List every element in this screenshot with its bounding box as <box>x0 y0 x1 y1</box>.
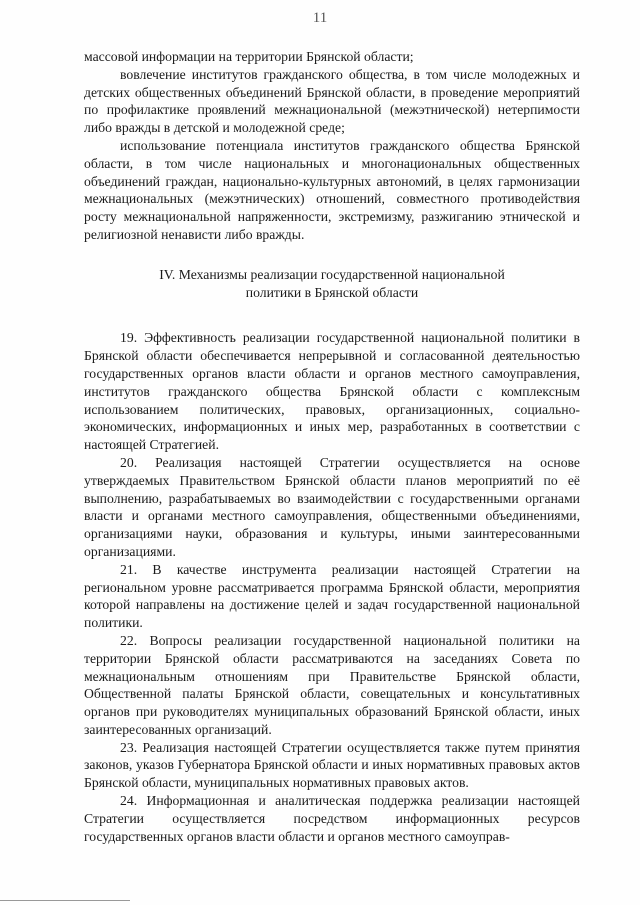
paragraph-p1: вовлечение институтов гражданского общества, в том числе молодежных и детских общественных объединений Брянской области, в проведение мероприятий по профилактике проявлений межнациональной (межэтнической) нетерпимости либо вражды в детской и молодежной среде; <box>84 66 580 136</box>
paragraph-p20: 20. Реализация настоящей Стратегии осуществляется на основе утверждаемых Правительством Брянской области планов мероприятий по её выполнению, разрабатываемых во взаимодействии с государственными органами власти и органами местного самоуправления, общественными объединениями, организациями науки, образования и культуры, иными заинтересованными организациями. <box>84 454 580 559</box>
paragraph-group-bottom <box>84 329 580 845</box>
page-number: 11 <box>312 10 328 26</box>
scan-edge-line <box>0 900 130 901</box>
paragraph-p23: 23. Реализация настоящей Стратегии осуществляется также путем принятия законов, указов Губернатора Брянской области и иных нормативных правовых актов Брянской области, муниципальных нормативных правовых актов. <box>84 739 580 791</box>
paragraph-p0: массовой информации на территории Брянской области; <box>84 49 414 64</box>
document-body <box>84 48 580 845</box>
section-heading-line-1: IV. Механизмы реализации государственной национальной <box>159 266 505 282</box>
paragraph-p21: 21. В качестве инструмента реализации настоящей Стратегии на региональном уровне рассматривается программа Брянской области, мероприятия которой направлены на достижение целей и задач государственной национальной политики. <box>84 561 580 631</box>
paragraph-p22: 22. Вопросы реализации государственной национальной политики на территории Брянской области рассматриваются на заседаниях Совета по межнациональным отношениям при Правительстве Брянской области, Общественной палаты Брянской области, совещательных и консультативных органов при руководителях муниципальных образований Брянской области, иных заинтересованных организаций. <box>84 632 580 737</box>
section-heading <box>84 266 580 302</box>
paragraph-group-top <box>84 48 580 244</box>
paragraph-p24: 24. Информационная и аналитическая поддержка реализации настоящей Стратегии осуществляется посредством информационных ресурсов государственных органов власти области и органов местного самоуправ- <box>84 793 580 844</box>
section-heading-line-2: политики в Брянской области <box>245 284 419 300</box>
paragraph-p2: использование потенциала институтов гражданского общества Брянской области, в том числе национальных и многонациональных общественных объединений граждан, национально-культурных автономий, в целях гармонизации межнациональных (межэтнических) отношений, совместного противодействия росту межнациональной напряженности, экстремизму, разжиганию этнической и религиозной ненависти либо вражды. <box>84 137 580 242</box>
paragraph-p19: 19. Эффективность реализации государственной национальной политики в Брянской области обеспечивается непрерывной и согласованной деятельностью государственных органов власти области и органов местного самоуправления, институтов гражданского общества Брянской области с комплексным использованием политических, правовых, организационных, социально-экономических, информационных и иных мер, разработанных в соответствии с настоящей Стратегией. <box>84 330 580 453</box>
